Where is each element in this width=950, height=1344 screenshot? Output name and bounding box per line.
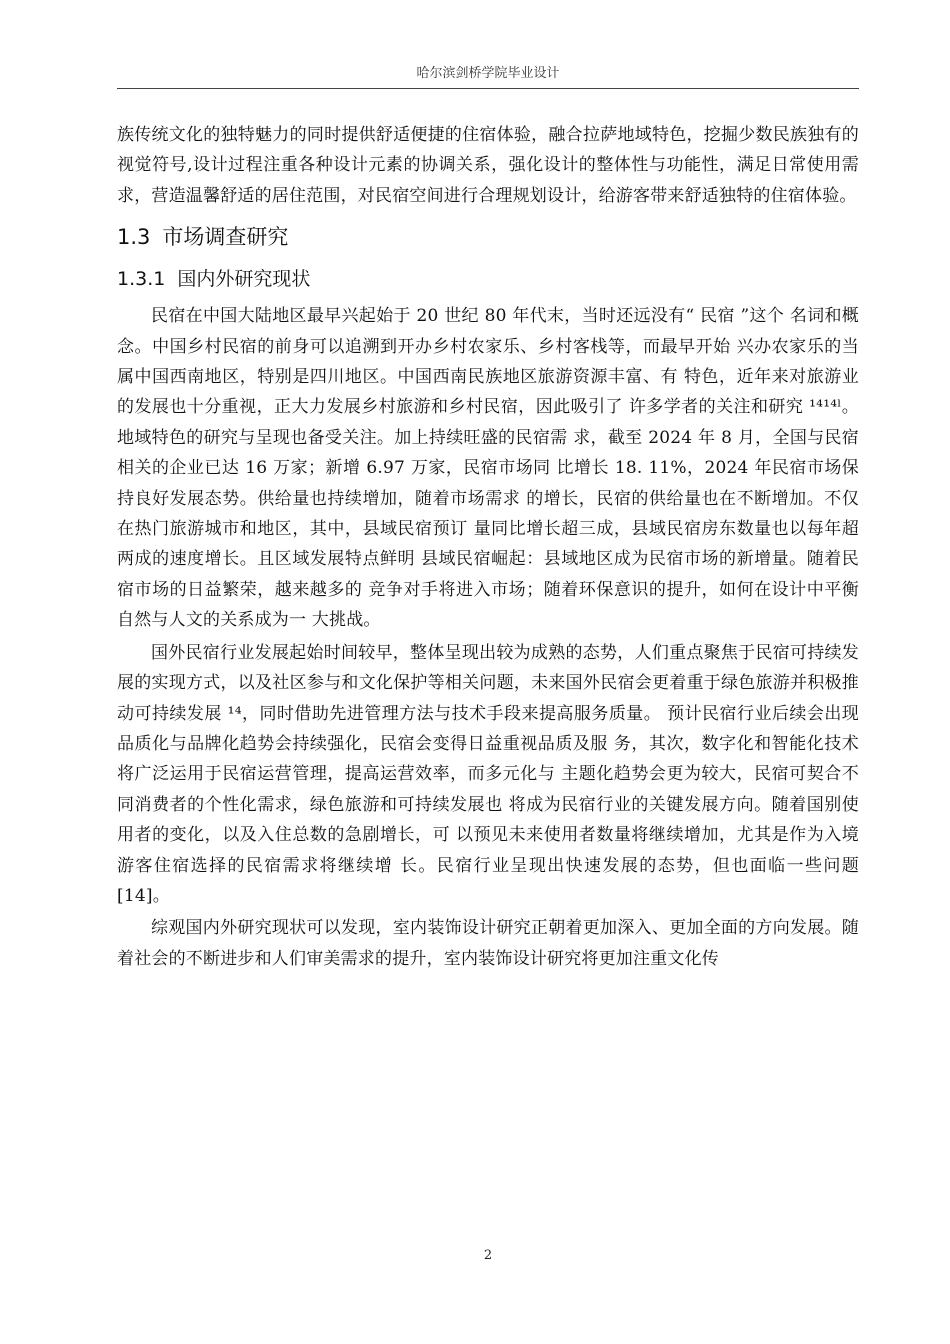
paragraph-domestic-research: 民宿在中国大陆地区最早兴起始于 20 世纪 80 年代末，当时还远没有“ 民宿 ”这个 名词和概念。中国乡村民宿的前身可以追溯到开办乡村农家乐、乡村客栈等，而最早开始 兴办农家乐的当属中国西南地区，特别是四川地区。中国西南民族地区旅游资源丰富、有 特色，近年来对旅游业的发展也十分重视，正大力发展乡村旅游和乡村民宿，因此吸引了 许多学者的关注和研究 ¹⁴¹⁴ˡ。地域特色的研究与呈现也备受关注。加上持续旺盛的民宿需 求，截至 2024 年 8 月，全国与民宿相关的企业已达 16 万家；新增 6.97 万家，民宿市场同 比增长 18. 11%，2024 年民宿市场保持良好发展态势。供给量也持续增加，随着市场需求 的增长，民宿的供给量也在不断增加。不仅在热门旅游城市和地区，其中，县域民宿预订 量同比增长超三成，县域民宿房东数量也以每年超两成的速度增长。且区域发展特点鲜明 县域民宿崛起：县域地区成为民宿市场的新增量。随着民宿市场的日益繁荣，越来越多的 竞争对手将进入市场；随着环保意识的提升，如何在设计中平衡自然与人文的关系成为一 大挑战。 bbox=[117, 306, 859, 631]
header-divider bbox=[117, 88, 859, 89]
section-number: 1.3 bbox=[117, 225, 151, 250]
subsection-heading bbox=[117, 261, 859, 297]
document-body bbox=[117, 120, 859, 974]
subsection-number: 1.3.1 bbox=[117, 268, 166, 291]
intro-paragraph: 族传统文化的独特魅力的同时提供舒适便捷的住宿体验，融合拉萨地域特色，挖掘少数民族独有的视觉符号,设计过程注重各种设计元素的协调关系，强化设计的整体性与功能性，满足日常使用需求，营造温馨舒适的居住范围，对民宿空间进行合理规划设计，给游客带来舒适独特的住宿体验。 bbox=[117, 125, 859, 206]
page-header: 哈尔滨剑桥学院毕业设计 bbox=[416, 66, 560, 81]
subsection-title: 国内外研究现状 bbox=[177, 268, 311, 291]
paragraph-summary: 综观国内外研究现状可以发现，室内装饰设计研究正朝着更加深入、更加全面的方向发展。随着社会的不断进步和人们审美需求的提升，室内装饰设计研究将更加注重文化传 bbox=[117, 918, 859, 969]
section-heading bbox=[117, 217, 859, 257]
paragraph-foreign-research: 国外民宿行业发展起始时间较早，整体呈现出较为成熟的态势，人们重点聚焦于民宿可持续发展的实现方式，以及社区参与和文化保护等相关问题，未来国外民宿会更着重于绿色旅游并积极推动可持续发展 ¹⁴，同时借助先进管理方法与技术手段来提高服务质量。 预计民宿行业后续会出现品质化与品牌化趋势会持续强化，民宿会变得日益重视品质及服 务，其次，数字化和智能化技术将广泛运用于民宿运营管理，提高运营效率，而多元化与 主题化趋势会更为较大，民宿可契合不同消费者的个性化需求，绿色旅游和可持续发展也 将成为民宿行业的关键发展方向。随着国别使用者的变化，以及入住总数的急剧增长，可 以预见未来使用者数量将继续增加，尤其是作为入境游客住宿选择的民宿需求将继续增 长。民宿行业呈现出快速发展的态势，但也面临一些问题[14]。 bbox=[117, 642, 859, 906]
page-number: 2 bbox=[483, 1248, 493, 1263]
section-title: 市场调查研究 bbox=[162, 225, 289, 250]
